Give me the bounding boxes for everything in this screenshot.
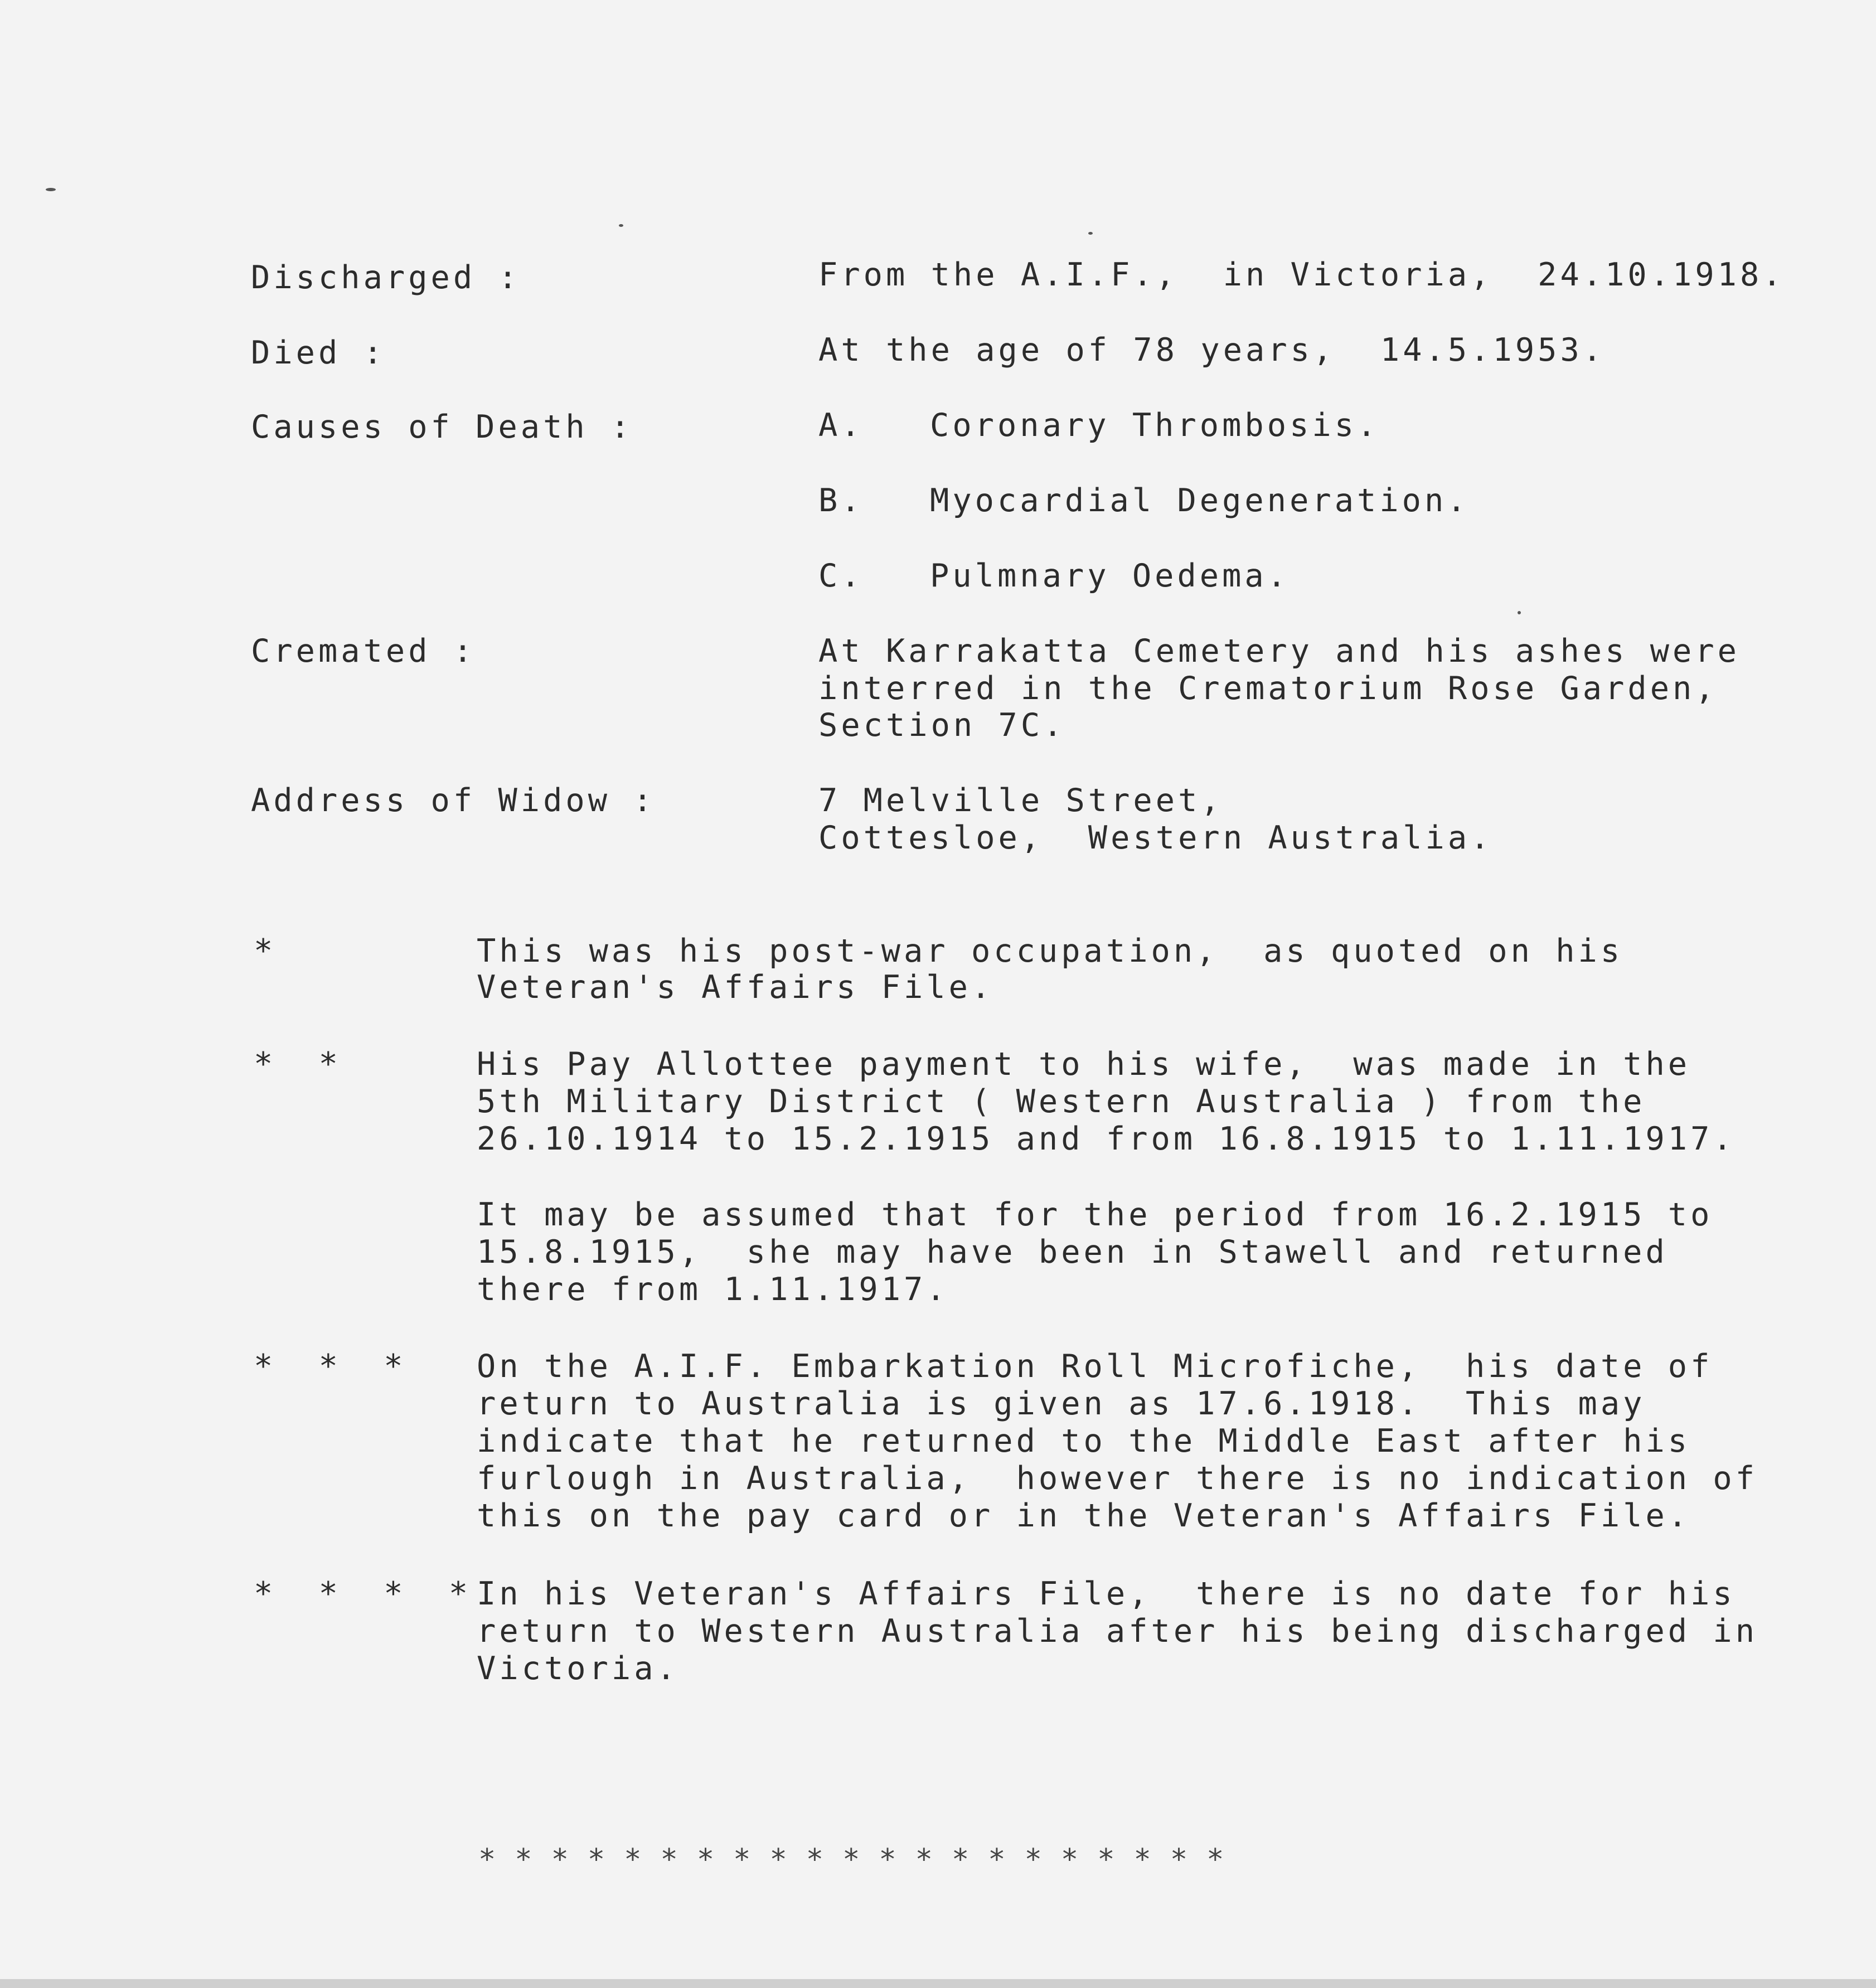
causes-label: Causes of Death : bbox=[251, 409, 633, 445]
footnote-line: Victoria. bbox=[477, 1650, 679, 1687]
footnote-marker: * bbox=[254, 933, 287, 969]
discharged-label: Discharged : bbox=[251, 259, 521, 296]
cause-text: Myocardial Degeneration. bbox=[930, 482, 1470, 519]
cause-letter: A. bbox=[818, 407, 864, 444]
footnote-line: furlough in Australia, however there is no indication of bbox=[477, 1460, 1758, 1497]
cremated-line: Section 7C. bbox=[818, 707, 1066, 744]
cremated-label: Cremated : bbox=[251, 633, 476, 670]
cremated-line: interred in the Crematorium Rose Garden, bbox=[818, 670, 1718, 707]
footnote-line: This was his post-war occupation, as quoted on his bbox=[477, 933, 1623, 969]
widow-address-line: Cottesloe, Western Australia. bbox=[818, 820, 1493, 856]
widow-label: Address of Widow : bbox=[251, 782, 656, 819]
footnote-marker: * * * bbox=[254, 1348, 416, 1385]
widow-address-line: 7 Melville Street, bbox=[818, 782, 1223, 819]
scan-speck bbox=[1088, 232, 1093, 235]
footnote-line: return to Western Australia after his being discharged in bbox=[477, 1613, 1758, 1650]
footnote-line: 26.10.1914 to 15.2.1915 and from 16.8.1915 to 1.11.1917. bbox=[477, 1121, 1736, 1157]
footnote-line: this on the pay card or in the Veteran's Affairs File. bbox=[477, 1497, 1691, 1534]
scan-speck bbox=[46, 188, 56, 191]
footnote-continuation-line: It may be assumed that for the period from 16.2.1915 to bbox=[477, 1196, 1713, 1233]
footnote-line: In his Veteran's Affairs File, there is no date for his bbox=[477, 1575, 1736, 1612]
footnote-line: His Pay Allottee payment to his wife, was made in the bbox=[477, 1046, 1691, 1083]
discharged-value: From the A.I.F., in Victoria, 24.10.1918. bbox=[818, 256, 1785, 293]
cause-letter: B. bbox=[818, 482, 864, 519]
scan-speck bbox=[1518, 611, 1521, 614]
footnote-marker: * * * * bbox=[254, 1575, 482, 1612]
cause-text: Coronary Thrombosis. bbox=[930, 407, 1380, 444]
cause-text: Pulmnary Oedema. bbox=[930, 557, 1290, 594]
footnote-line: 5th Military District ( Western Australia ) from the bbox=[477, 1083, 1646, 1120]
cremated-line: At Karrakatta Cemetery and his ashes were bbox=[818, 633, 1740, 670]
died-label: Died : bbox=[251, 334, 386, 371]
scan-bottom-edge bbox=[0, 1979, 1876, 1988]
footer-asterisk-divider: ********************* bbox=[478, 1843, 1243, 1877]
died-value: At the age of 78 years, 14.5.1953. bbox=[818, 332, 1606, 368]
footnote-continuation-line: 15.8.1915, she may have been in Stawell and returned bbox=[477, 1234, 1668, 1271]
footnote-marker: * * bbox=[254, 1046, 351, 1083]
footnote-line: On the A.I.F. Embarkation Roll Microfiche, his date of bbox=[477, 1348, 1713, 1385]
scan-speck bbox=[619, 224, 623, 227]
footnote-line: indicate that he returned to the Middle East after his bbox=[477, 1423, 1691, 1460]
footnote-continuation-line: there from 1.11.1917. bbox=[477, 1271, 949, 1308]
footnote-line: Veteran's Affairs File. bbox=[477, 969, 994, 1006]
footnote-line: return to Australia is given as 17.6.1918. This may bbox=[477, 1385, 1646, 1422]
cause-letter: C. bbox=[818, 557, 864, 594]
